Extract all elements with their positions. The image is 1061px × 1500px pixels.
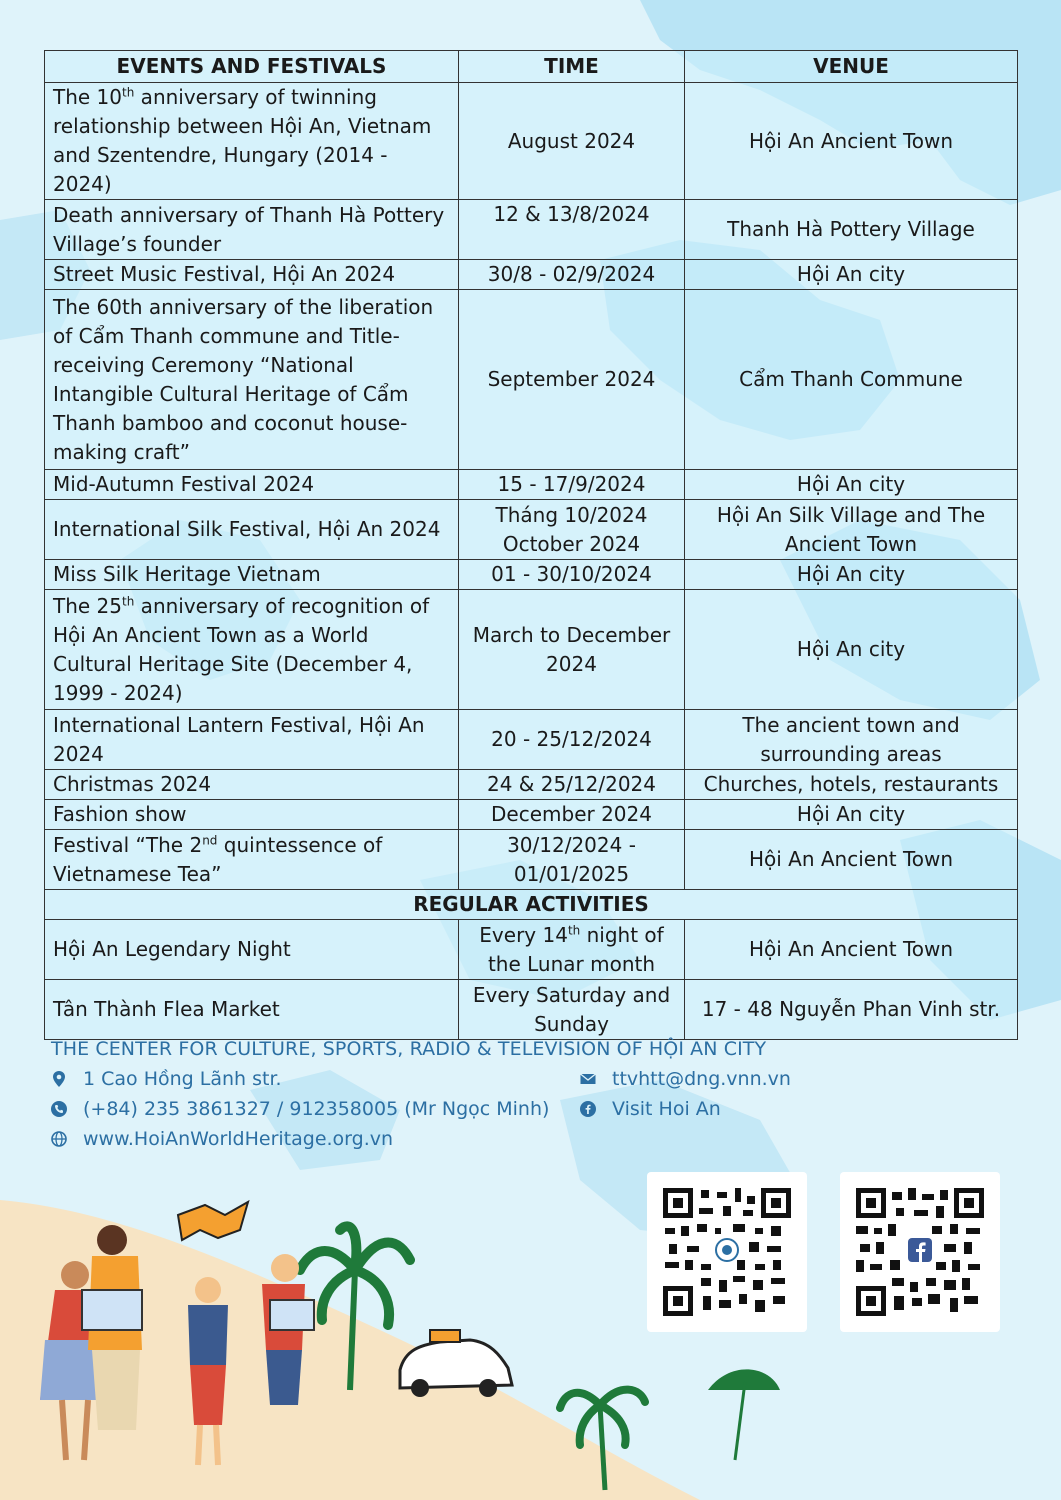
phone-text: (+84) 235 3861327 / 912358005 (Mr Ngọc Minh)	[83, 1098, 550, 1120]
table-row	[45, 980, 1018, 1040]
table-row	[45, 590, 1018, 710]
venue-cell: Hội An Ancient Town	[685, 830, 1018, 890]
table-row	[45, 770, 1018, 800]
globe-icon	[51, 1131, 67, 1147]
table-header-row	[45, 51, 1018, 83]
event-cell: Fashion show	[45, 800, 459, 830]
time-cell: March to December 2024	[459, 590, 685, 710]
venue-cell: Thanh Hà Pottery Village	[685, 200, 1018, 260]
table-row	[45, 260, 1018, 290]
table-row	[45, 800, 1018, 830]
table-row	[45, 920, 1018, 980]
regular-activities-heading: REGULAR ACTIVITIES	[45, 890, 1018, 920]
venue-cell: Cẩm Thanh Commune	[685, 290, 1018, 470]
event-cell: Miss Silk Heritage Vietnam	[45, 560, 459, 590]
table-row	[45, 500, 1018, 560]
time-cell: 24 & 25/12/2024	[459, 770, 685, 800]
time-cell: August 2024	[459, 83, 685, 200]
event-cell: Hội An Legendary Night	[45, 920, 459, 980]
venue-cell: 17 - 48 Nguyễn Phan Vinh str.	[685, 980, 1018, 1040]
time-cell: 01 - 30/10/2024	[459, 560, 685, 590]
header-time: TIME	[459, 51, 685, 83]
address-line	[51, 1068, 282, 1090]
venue-cell: Hội An city	[685, 590, 1018, 710]
website-link[interactable]: www.HoiAnWorldHeritage.org.vn	[83, 1128, 394, 1150]
qr-code-website-graphic	[663, 1188, 791, 1316]
mail-icon	[580, 1071, 596, 1087]
folded-map	[178, 1202, 248, 1240]
umbrella	[705, 1369, 780, 1500]
event-cell: Death anniversary of Thanh Hà Pottery Village’s founder	[45, 200, 459, 260]
qr-code-facebook-graphic	[856, 1188, 984, 1316]
table-row	[45, 290, 1018, 470]
regular-activities-row	[45, 890, 1018, 920]
event-cell: The 60th anniversary of the liberation of Cẩm Thanh commune and Title-receiving Ceremony “National Intangible Cultural Heritage of Cẩm Thanh bamboo and coconut house-making craft”	[45, 290, 459, 470]
website-line	[51, 1128, 393, 1150]
venue-cell: Hội An city	[685, 800, 1018, 830]
time-cell: Tháng 10/2024 October 2024	[459, 500, 685, 560]
email-link[interactable]: ttvhtt@dng.vnn.vn	[612, 1068, 791, 1090]
table-row	[45, 200, 1018, 260]
facebook-line	[580, 1098, 721, 1120]
event-cell: The 10th anniversary of twinning relationship between Hội An, Vietnam and Szentendre, Hungary (2014 - 2024)	[45, 83, 459, 200]
event-cell: The 25th anniversary of recognition of Hội An Ancient Town as a World Cultural Heritage Site (December 4, 1999 - 2024)	[45, 590, 459, 710]
organization-name: THE CENTER FOR CULTURE, SPORTS, RADIO & TELEVISION OF HỘI AN CITY	[51, 1038, 767, 1060]
table-row	[45, 470, 1018, 500]
time-cell: Every Saturday and Sunday	[459, 980, 685, 1040]
table-row	[45, 710, 1018, 770]
location-pin-icon	[51, 1071, 67, 1087]
time-cell: 30/8 - 02/9/2024	[459, 260, 685, 290]
car	[400, 1330, 512, 1397]
event-cell: International Silk Festival, Hội An 2024	[45, 500, 459, 560]
email-line	[580, 1068, 791, 1090]
venue-cell: Hội An Ancient Town	[685, 920, 1018, 980]
event-cell: Festival “The 2nd quintessence of Vietnamese Tea”	[45, 830, 459, 890]
venue-cell: The ancient town and surrounding areas	[685, 710, 1018, 770]
address-text: 1 Cao Hồng Lãnh str.	[83, 1068, 282, 1090]
phone-line	[51, 1098, 549, 1120]
qr-code-facebook[interactable]	[840, 1172, 1000, 1332]
venue-cell: Churches, hotels, restaurants	[685, 770, 1018, 800]
time-cell: 15 - 17/9/2024	[459, 470, 685, 500]
event-cell: Christmas 2024	[45, 770, 459, 800]
time-cell: 12 & 13/8/2024	[459, 200, 685, 260]
venue-cell: Hội An Ancient Town	[685, 83, 1018, 200]
table-row	[45, 83, 1018, 200]
event-cell: Street Music Festival, Hội An 2024	[45, 260, 459, 290]
table-row	[45, 560, 1018, 590]
time-cell: December 2024	[459, 800, 685, 830]
venue-cell: Hội An Silk Village and The Ancient Town	[685, 500, 1018, 560]
venue-cell: Hội An city	[685, 260, 1018, 290]
event-cell: Tân Thành Flea Market	[45, 980, 459, 1040]
venue-cell: Hội An city	[685, 560, 1018, 590]
time-cell: 30/12/2024 - 01/01/2025	[459, 830, 685, 890]
event-cell: Mid-Autumn Festival 2024	[45, 470, 459, 500]
header-venue: VENUE	[685, 51, 1018, 83]
event-cell: International Lantern Festival, Hội An 2024	[45, 710, 459, 770]
venue-cell: Hội An city	[685, 470, 1018, 500]
qr-code-website[interactable]	[647, 1172, 807, 1332]
events-table	[44, 50, 1018, 1040]
time-cell: Every 14th night of the Lunar month	[459, 920, 685, 980]
facebook-link[interactable]: Visit Hoi An	[612, 1098, 721, 1120]
table-row	[45, 830, 1018, 890]
facebook-icon	[580, 1101, 596, 1117]
time-cell: 20 - 25/12/2024	[459, 710, 685, 770]
time-cell: September 2024	[459, 290, 685, 470]
header-events: EVENTS AND FESTIVALS	[45, 51, 459, 83]
phone-icon	[51, 1101, 67, 1117]
